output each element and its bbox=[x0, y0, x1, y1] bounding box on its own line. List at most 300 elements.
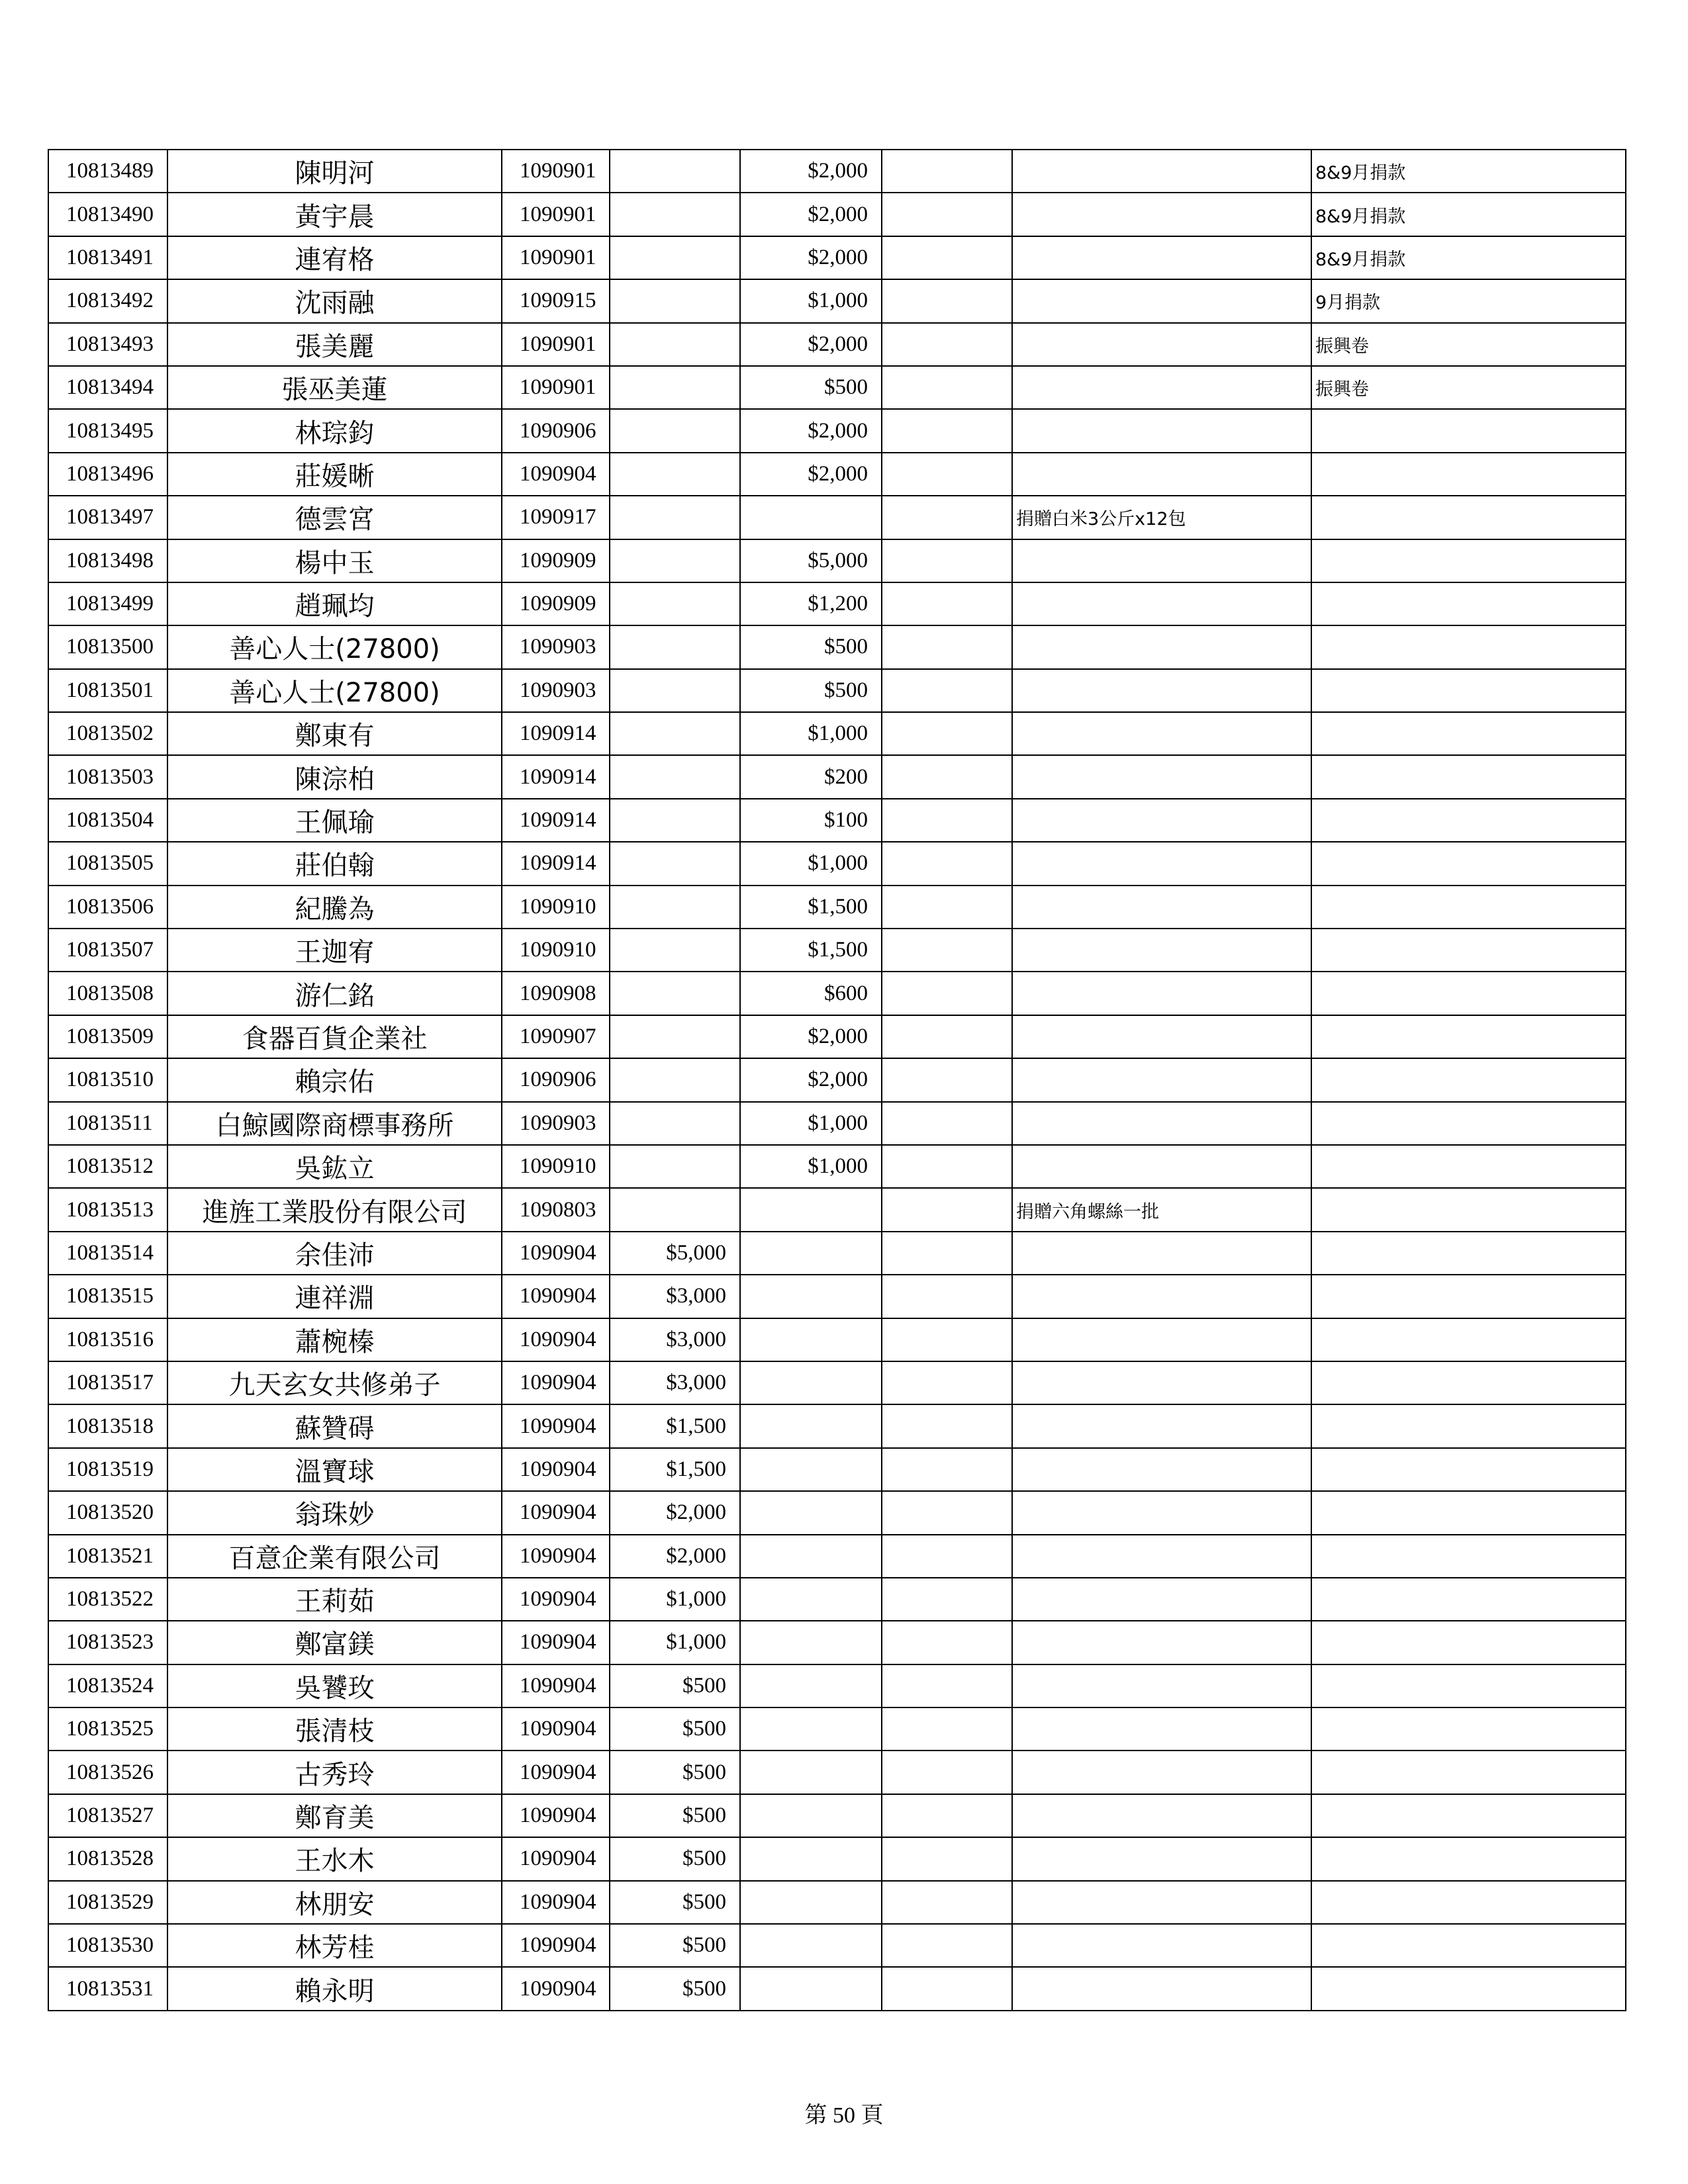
donation-date-cell: 1090904 bbox=[502, 1837, 610, 1880]
table-row bbox=[48, 1448, 1626, 1491]
remark-cell: 8&9月捐款 bbox=[1311, 150, 1626, 193]
transfer-amount-cell: $5,000 bbox=[740, 539, 882, 582]
donation-date-cell: 1090904 bbox=[502, 1794, 610, 1837]
table-row bbox=[48, 193, 1626, 236]
donation-date-cell: 1090904 bbox=[502, 1318, 610, 1361]
donation-date-cell: 1090904 bbox=[502, 1275, 610, 1318]
other-amount-cell bbox=[882, 1404, 1012, 1447]
receipt-number-cell: 10813529 bbox=[48, 1881, 167, 1924]
donation-date-cell: 1090914 bbox=[502, 842, 610, 885]
cash-amount-cell bbox=[610, 1102, 740, 1145]
transfer-amount-cell bbox=[740, 1707, 882, 1751]
goods-donation-cell bbox=[1012, 755, 1311, 798]
goods-donation-cell bbox=[1012, 1318, 1311, 1361]
remark-cell bbox=[1311, 1881, 1626, 1924]
remark-cell: 振興卷 bbox=[1311, 366, 1626, 409]
donation-date-cell: 1090901 bbox=[502, 150, 610, 193]
transfer-amount-cell: $1,000 bbox=[740, 1102, 882, 1145]
transfer-amount-cell: $1,000 bbox=[740, 712, 882, 755]
receipt-number-cell: 10813524 bbox=[48, 1664, 167, 1707]
transfer-amount-cell: $500 bbox=[740, 669, 882, 712]
transfer-amount-cell: $1,000 bbox=[740, 842, 882, 885]
donation-date-cell: 1090904 bbox=[502, 1751, 610, 1794]
donor-name-cell: 王水木 bbox=[167, 1837, 502, 1880]
remark-cell bbox=[1311, 669, 1626, 712]
remark-cell bbox=[1311, 1145, 1626, 1188]
other-amount-cell bbox=[882, 842, 1012, 885]
cash-amount-cell: $2,000 bbox=[610, 1535, 740, 1578]
table-row bbox=[48, 1751, 1626, 1794]
cash-amount-cell: $1,000 bbox=[610, 1578, 740, 1621]
transfer-amount-cell: $100 bbox=[740, 799, 882, 842]
remark-cell bbox=[1311, 625, 1626, 668]
goods-donation-cell bbox=[1012, 150, 1311, 193]
table-row bbox=[48, 712, 1626, 755]
remark-cell bbox=[1311, 1664, 1626, 1707]
other-amount-cell bbox=[882, 972, 1012, 1015]
table-row bbox=[48, 409, 1626, 452]
transfer-amount-cell: $1,200 bbox=[740, 582, 882, 625]
remark-cell bbox=[1311, 1448, 1626, 1491]
receipt-number-cell: 10813511 bbox=[48, 1102, 167, 1145]
cash-amount-cell bbox=[610, 236, 740, 279]
donor-name-cell: 張清枝 bbox=[167, 1707, 502, 1751]
table-row bbox=[48, 1535, 1626, 1578]
donation-date-cell: 1090914 bbox=[502, 712, 610, 755]
table-row bbox=[48, 1707, 1626, 1751]
receipt-number-cell: 10813509 bbox=[48, 1015, 167, 1058]
donor-name-cell: 白鯨國際商標事務所 bbox=[167, 1102, 502, 1145]
receipt-number-cell: 10813505 bbox=[48, 842, 167, 885]
transfer-amount-cell: $1,000 bbox=[740, 279, 882, 322]
other-amount-cell bbox=[882, 1361, 1012, 1404]
donation-date-cell: 1090904 bbox=[502, 1491, 610, 1534]
donation-date-cell: 1090904 bbox=[502, 1621, 610, 1664]
cash-amount-cell bbox=[610, 842, 740, 885]
transfer-amount-cell: $1,000 bbox=[740, 1145, 882, 1188]
goods-donation-cell bbox=[1012, 323, 1311, 366]
donation-date-cell: 1090904 bbox=[502, 1924, 610, 1967]
donation-date-cell: 1090904 bbox=[502, 1967, 610, 2010]
donation-date-cell: 1090909 bbox=[502, 582, 610, 625]
goods-donation-cell bbox=[1012, 193, 1311, 236]
donor-name-cell: 賴宗佑 bbox=[167, 1058, 502, 1101]
donor-name-cell: 紀騰為 bbox=[167, 886, 502, 929]
cash-amount-cell bbox=[610, 582, 740, 625]
table-row bbox=[48, 1837, 1626, 1880]
table-row bbox=[48, 1275, 1626, 1318]
remark-cell bbox=[1311, 1318, 1626, 1361]
donation-date-cell: 1090914 bbox=[502, 755, 610, 798]
other-amount-cell bbox=[882, 236, 1012, 279]
goods-donation-cell bbox=[1012, 1404, 1311, 1447]
table-row bbox=[48, 323, 1626, 366]
table-row bbox=[48, 929, 1626, 972]
remark-cell bbox=[1311, 1102, 1626, 1145]
receipt-number-cell: 10813495 bbox=[48, 409, 167, 452]
donor-name-cell: 善心人士(27800) bbox=[167, 669, 502, 712]
other-amount-cell bbox=[882, 1837, 1012, 1880]
receipt-number-cell: 10813514 bbox=[48, 1232, 167, 1275]
transfer-amount-cell bbox=[740, 1404, 882, 1447]
goods-donation-cell bbox=[1012, 1578, 1311, 1621]
donor-name-cell: 楊中玉 bbox=[167, 539, 502, 582]
cash-amount-cell: $500 bbox=[610, 1881, 740, 1924]
goods-donation-cell bbox=[1012, 1102, 1311, 1145]
goods-donation-cell bbox=[1012, 1924, 1311, 1967]
table-row bbox=[48, 1664, 1626, 1707]
cash-amount-cell bbox=[610, 279, 740, 322]
remark-cell bbox=[1311, 1621, 1626, 1664]
receipt-number-cell: 10813494 bbox=[48, 366, 167, 409]
transfer-amount-cell bbox=[740, 1794, 882, 1837]
remark-cell bbox=[1311, 755, 1626, 798]
donor-name-cell: 莊伯翰 bbox=[167, 842, 502, 885]
receipt-number-cell: 10813507 bbox=[48, 929, 167, 972]
transfer-amount-cell bbox=[740, 1967, 882, 2010]
donor-name-cell: 百意企業有限公司 bbox=[167, 1535, 502, 1578]
goods-donation-cell bbox=[1012, 236, 1311, 279]
receipt-number-cell: 10813530 bbox=[48, 1924, 167, 1967]
donation-date-cell: 1090901 bbox=[502, 323, 610, 366]
table-row bbox=[48, 1881, 1626, 1924]
goods-donation-cell bbox=[1012, 712, 1311, 755]
donation-date-cell: 1090904 bbox=[502, 1535, 610, 1578]
other-amount-cell bbox=[882, 539, 1012, 582]
donor-name-cell: 連宥格 bbox=[167, 236, 502, 279]
table-row bbox=[48, 236, 1626, 279]
receipt-number-cell: 10813497 bbox=[48, 496, 167, 539]
table-row bbox=[48, 799, 1626, 842]
donation-date-cell: 1090904 bbox=[502, 1664, 610, 1707]
receipt-number-cell: 10813489 bbox=[48, 150, 167, 193]
receipt-number-cell: 10813499 bbox=[48, 582, 167, 625]
other-amount-cell bbox=[882, 366, 1012, 409]
donor-name-cell: 九天玄女共修弟子 bbox=[167, 1361, 502, 1404]
cash-amount-cell: $500 bbox=[610, 1967, 740, 2010]
other-amount-cell bbox=[882, 582, 1012, 625]
remark-cell bbox=[1311, 929, 1626, 972]
donor-name-cell: 趙珮均 bbox=[167, 582, 502, 625]
donation-date-cell: 1090910 bbox=[502, 886, 610, 929]
other-amount-cell bbox=[882, 1188, 1012, 1231]
receipt-number-cell: 10813519 bbox=[48, 1448, 167, 1491]
table-row bbox=[48, 669, 1626, 712]
transfer-amount-cell bbox=[740, 1924, 882, 1967]
donation-date-cell: 1090915 bbox=[502, 279, 610, 322]
cash-amount-cell: $3,000 bbox=[610, 1361, 740, 1404]
donor-name-cell: 游仁銘 bbox=[167, 972, 502, 1015]
donation-date-cell: 1090901 bbox=[502, 193, 610, 236]
transfer-amount-cell: $2,000 bbox=[740, 1058, 882, 1101]
table-row bbox=[48, 1621, 1626, 1664]
donation-date-cell: 1090904 bbox=[502, 1404, 610, 1447]
goods-donation-cell bbox=[1012, 1448, 1311, 1491]
donation-date-cell: 1090901 bbox=[502, 236, 610, 279]
receipt-number-cell: 10813531 bbox=[48, 1967, 167, 2010]
receipt-number-cell: 10813516 bbox=[48, 1318, 167, 1361]
goods-donation-cell bbox=[1012, 1145, 1311, 1188]
other-amount-cell bbox=[882, 496, 1012, 539]
remark-cell bbox=[1311, 1058, 1626, 1101]
remark-cell bbox=[1311, 1837, 1626, 1880]
donor-name-cell: 吳饕玫 bbox=[167, 1664, 502, 1707]
table-row bbox=[48, 1404, 1626, 1447]
other-amount-cell bbox=[882, 1707, 1012, 1751]
cash-amount-cell bbox=[610, 799, 740, 842]
goods-donation-cell bbox=[1012, 625, 1311, 668]
cash-amount-cell bbox=[610, 366, 740, 409]
receipt-number-cell: 10813501 bbox=[48, 669, 167, 712]
donor-name-cell: 王佩瑜 bbox=[167, 799, 502, 842]
table-row bbox=[48, 1058, 1626, 1101]
donor-name-cell: 鄭富鎂 bbox=[167, 1621, 502, 1664]
goods-donation-cell bbox=[1012, 1232, 1311, 1275]
goods-donation-cell bbox=[1012, 1058, 1311, 1101]
donor-name-cell: 鄭育美 bbox=[167, 1794, 502, 1837]
donor-name-cell: 連祥淵 bbox=[167, 1275, 502, 1318]
remark-cell bbox=[1311, 886, 1626, 929]
receipt-number-cell: 10813518 bbox=[48, 1404, 167, 1447]
donor-name-cell: 鄭東有 bbox=[167, 712, 502, 755]
other-amount-cell bbox=[882, 1664, 1012, 1707]
donor-name-cell: 賴永明 bbox=[167, 1967, 502, 2010]
remark-cell bbox=[1311, 1578, 1626, 1621]
receipt-number-cell: 10813521 bbox=[48, 1535, 167, 1578]
cash-amount-cell bbox=[610, 496, 740, 539]
transfer-amount-cell: $2,000 bbox=[740, 409, 882, 452]
other-amount-cell bbox=[882, 886, 1012, 929]
donation-date-cell: 1090910 bbox=[502, 929, 610, 972]
donor-name-cell: 吳鈜立 bbox=[167, 1145, 502, 1188]
cash-amount-cell bbox=[610, 625, 740, 668]
transfer-amount-cell: $2,000 bbox=[740, 1015, 882, 1058]
table-row bbox=[48, 1015, 1626, 1058]
transfer-amount-cell: $2,000 bbox=[740, 236, 882, 279]
transfer-amount-cell: $2,000 bbox=[740, 150, 882, 193]
cash-amount-cell bbox=[610, 929, 740, 972]
cash-amount-cell: $1,500 bbox=[610, 1404, 740, 1447]
remark-cell bbox=[1311, 1967, 1626, 2010]
remark-cell: 振興卷 bbox=[1311, 323, 1626, 366]
cash-amount-cell: $3,000 bbox=[610, 1275, 740, 1318]
donation-ledger-table bbox=[48, 149, 1626, 2011]
cash-amount-cell: $1,000 bbox=[610, 1621, 740, 1664]
goods-donation-cell bbox=[1012, 842, 1311, 885]
receipt-number-cell: 10813498 bbox=[48, 539, 167, 582]
goods-donation-cell bbox=[1012, 1491, 1311, 1534]
donation-date-cell: 1090914 bbox=[502, 799, 610, 842]
remark-cell bbox=[1311, 1188, 1626, 1231]
receipt-number-cell: 10813508 bbox=[48, 972, 167, 1015]
receipt-number-cell: 10813491 bbox=[48, 236, 167, 279]
table-row bbox=[48, 1794, 1626, 1837]
receipt-number-cell: 10813515 bbox=[48, 1275, 167, 1318]
receipt-number-cell: 10813526 bbox=[48, 1751, 167, 1794]
donation-date-cell: 1090908 bbox=[502, 972, 610, 1015]
cash-amount-cell: $500 bbox=[610, 1924, 740, 1967]
receipt-number-cell: 10813520 bbox=[48, 1491, 167, 1534]
ledger-body bbox=[48, 150, 1626, 2011]
donation-date-cell: 1090904 bbox=[502, 1578, 610, 1621]
remark-cell bbox=[1311, 1751, 1626, 1794]
goods-donation-cell bbox=[1012, 1751, 1311, 1794]
goods-donation-cell bbox=[1012, 1361, 1311, 1404]
table-row bbox=[48, 1491, 1626, 1534]
other-amount-cell bbox=[882, 1318, 1012, 1361]
donation-date-cell: 1090910 bbox=[502, 1145, 610, 1188]
other-amount-cell bbox=[882, 1621, 1012, 1664]
donation-date-cell: 1090904 bbox=[502, 1232, 610, 1275]
other-amount-cell bbox=[882, 1491, 1012, 1534]
receipt-number-cell: 10813492 bbox=[48, 279, 167, 322]
other-amount-cell bbox=[882, 712, 1012, 755]
transfer-amount-cell bbox=[740, 1232, 882, 1275]
table-row bbox=[48, 453, 1626, 496]
other-amount-cell bbox=[882, 453, 1012, 496]
transfer-amount-cell bbox=[740, 1491, 882, 1534]
cash-amount-cell bbox=[610, 1058, 740, 1101]
goods-donation-cell bbox=[1012, 279, 1311, 322]
cash-amount-cell bbox=[610, 539, 740, 582]
donation-date-cell: 1090903 bbox=[502, 1102, 610, 1145]
remark-cell bbox=[1311, 799, 1626, 842]
goods-donation-cell bbox=[1012, 453, 1311, 496]
transfer-amount-cell bbox=[740, 1188, 882, 1231]
goods-donation-cell bbox=[1012, 1881, 1311, 1924]
remark-cell: 8&9月捐款 bbox=[1311, 193, 1626, 236]
receipt-number-cell: 10813500 bbox=[48, 625, 167, 668]
goods-donation-cell bbox=[1012, 929, 1311, 972]
table-row bbox=[48, 1578, 1626, 1621]
cash-amount-cell: $500 bbox=[610, 1751, 740, 1794]
other-amount-cell bbox=[882, 755, 1012, 798]
cash-amount-cell bbox=[610, 323, 740, 366]
goods-donation-cell: 捐贈六角螺絲一批 bbox=[1012, 1188, 1311, 1231]
receipt-number-cell: 10813496 bbox=[48, 453, 167, 496]
cash-amount-cell: $3,000 bbox=[610, 1318, 740, 1361]
donor-name-cell: 林朋安 bbox=[167, 1881, 502, 1924]
transfer-amount-cell: $600 bbox=[740, 972, 882, 1015]
remark-cell: 8&9月捐款 bbox=[1311, 236, 1626, 279]
cash-amount-cell: $1,500 bbox=[610, 1448, 740, 1491]
donation-date-cell: 1090904 bbox=[502, 1881, 610, 1924]
transfer-amount-cell bbox=[740, 1448, 882, 1491]
cash-amount-cell bbox=[610, 409, 740, 452]
donor-name-cell: 德雲宮 bbox=[167, 496, 502, 539]
other-amount-cell bbox=[882, 1535, 1012, 1578]
receipt-number-cell: 10813517 bbox=[48, 1361, 167, 1404]
other-amount-cell bbox=[882, 193, 1012, 236]
remark-cell bbox=[1311, 972, 1626, 1015]
table-row bbox=[48, 1145, 1626, 1188]
donation-date-cell: 1090907 bbox=[502, 1015, 610, 1058]
receipt-number-cell: 10813522 bbox=[48, 1578, 167, 1621]
donor-name-cell: 蘇贊碍 bbox=[167, 1404, 502, 1447]
remark-cell: 9月捐款 bbox=[1311, 279, 1626, 322]
cash-amount-cell: $500 bbox=[610, 1707, 740, 1751]
cash-amount-cell bbox=[610, 453, 740, 496]
cash-amount-cell bbox=[610, 669, 740, 712]
goods-donation-cell bbox=[1012, 1621, 1311, 1664]
table-row bbox=[48, 1232, 1626, 1275]
cash-amount-cell bbox=[610, 193, 740, 236]
other-amount-cell bbox=[882, 279, 1012, 322]
other-amount-cell bbox=[882, 1794, 1012, 1837]
receipt-number-cell: 10813493 bbox=[48, 323, 167, 366]
receipt-number-cell: 10813513 bbox=[48, 1188, 167, 1231]
transfer-amount-cell: $500 bbox=[740, 366, 882, 409]
donor-name-cell: 黃宇晨 bbox=[167, 193, 502, 236]
other-amount-cell bbox=[882, 1967, 1012, 2010]
table-row bbox=[48, 1318, 1626, 1361]
transfer-amount-cell bbox=[740, 1881, 882, 1924]
goods-donation-cell bbox=[1012, 409, 1311, 452]
table-row bbox=[48, 1188, 1626, 1231]
receipt-number-cell: 10813503 bbox=[48, 755, 167, 798]
transfer-amount-cell bbox=[740, 1275, 882, 1318]
donor-name-cell: 沈雨融 bbox=[167, 279, 502, 322]
donation-date-cell: 1090904 bbox=[502, 1361, 610, 1404]
other-amount-cell bbox=[882, 1448, 1012, 1491]
goods-donation-cell bbox=[1012, 539, 1311, 582]
donor-name-cell: 食器百貨企業社 bbox=[167, 1015, 502, 1058]
remark-cell bbox=[1311, 409, 1626, 452]
table-row bbox=[48, 842, 1626, 885]
donation-date-cell: 1090904 bbox=[502, 453, 610, 496]
transfer-amount-cell: $2,000 bbox=[740, 323, 882, 366]
transfer-amount-cell: $1,500 bbox=[740, 886, 882, 929]
cash-amount-cell bbox=[610, 755, 740, 798]
other-amount-cell bbox=[882, 150, 1012, 193]
donor-name-cell: 林琮鈞 bbox=[167, 409, 502, 452]
table-row bbox=[48, 1361, 1626, 1404]
remark-cell bbox=[1311, 453, 1626, 496]
donor-name-cell: 翁珠妙 bbox=[167, 1491, 502, 1534]
goods-donation-cell bbox=[1012, 799, 1311, 842]
transfer-amount-cell: $2,000 bbox=[740, 193, 882, 236]
other-amount-cell bbox=[882, 799, 1012, 842]
cash-amount-cell: $500 bbox=[610, 1664, 740, 1707]
donation-date-cell: 1090906 bbox=[502, 409, 610, 452]
receipt-number-cell: 10813506 bbox=[48, 886, 167, 929]
table-row bbox=[48, 279, 1626, 322]
goods-donation-cell bbox=[1012, 1707, 1311, 1751]
other-amount-cell bbox=[882, 1015, 1012, 1058]
transfer-amount-cell bbox=[740, 1578, 882, 1621]
donation-date-cell: 1090903 bbox=[502, 669, 610, 712]
transfer-amount-cell: $2,000 bbox=[740, 453, 882, 496]
transfer-amount-cell bbox=[740, 1318, 882, 1361]
other-amount-cell bbox=[882, 1751, 1012, 1794]
donor-name-cell: 余佳沛 bbox=[167, 1232, 502, 1275]
table-row bbox=[48, 755, 1626, 798]
receipt-number-cell: 10813490 bbox=[48, 193, 167, 236]
goods-donation-cell bbox=[1012, 972, 1311, 1015]
goods-donation-cell: 捐贈白米3公斤x12包 bbox=[1012, 496, 1311, 539]
remark-cell bbox=[1311, 712, 1626, 755]
cash-amount-cell bbox=[610, 972, 740, 1015]
remark-cell bbox=[1311, 1404, 1626, 1447]
donor-name-cell: 林芳桂 bbox=[167, 1924, 502, 1967]
other-amount-cell bbox=[882, 323, 1012, 366]
transfer-amount-cell: $1,500 bbox=[740, 929, 882, 972]
transfer-amount-cell bbox=[740, 1361, 882, 1404]
cash-amount-cell bbox=[610, 1188, 740, 1231]
goods-donation-cell bbox=[1012, 1794, 1311, 1837]
donation-date-cell: 1090917 bbox=[502, 496, 610, 539]
transfer-amount-cell bbox=[740, 1535, 882, 1578]
